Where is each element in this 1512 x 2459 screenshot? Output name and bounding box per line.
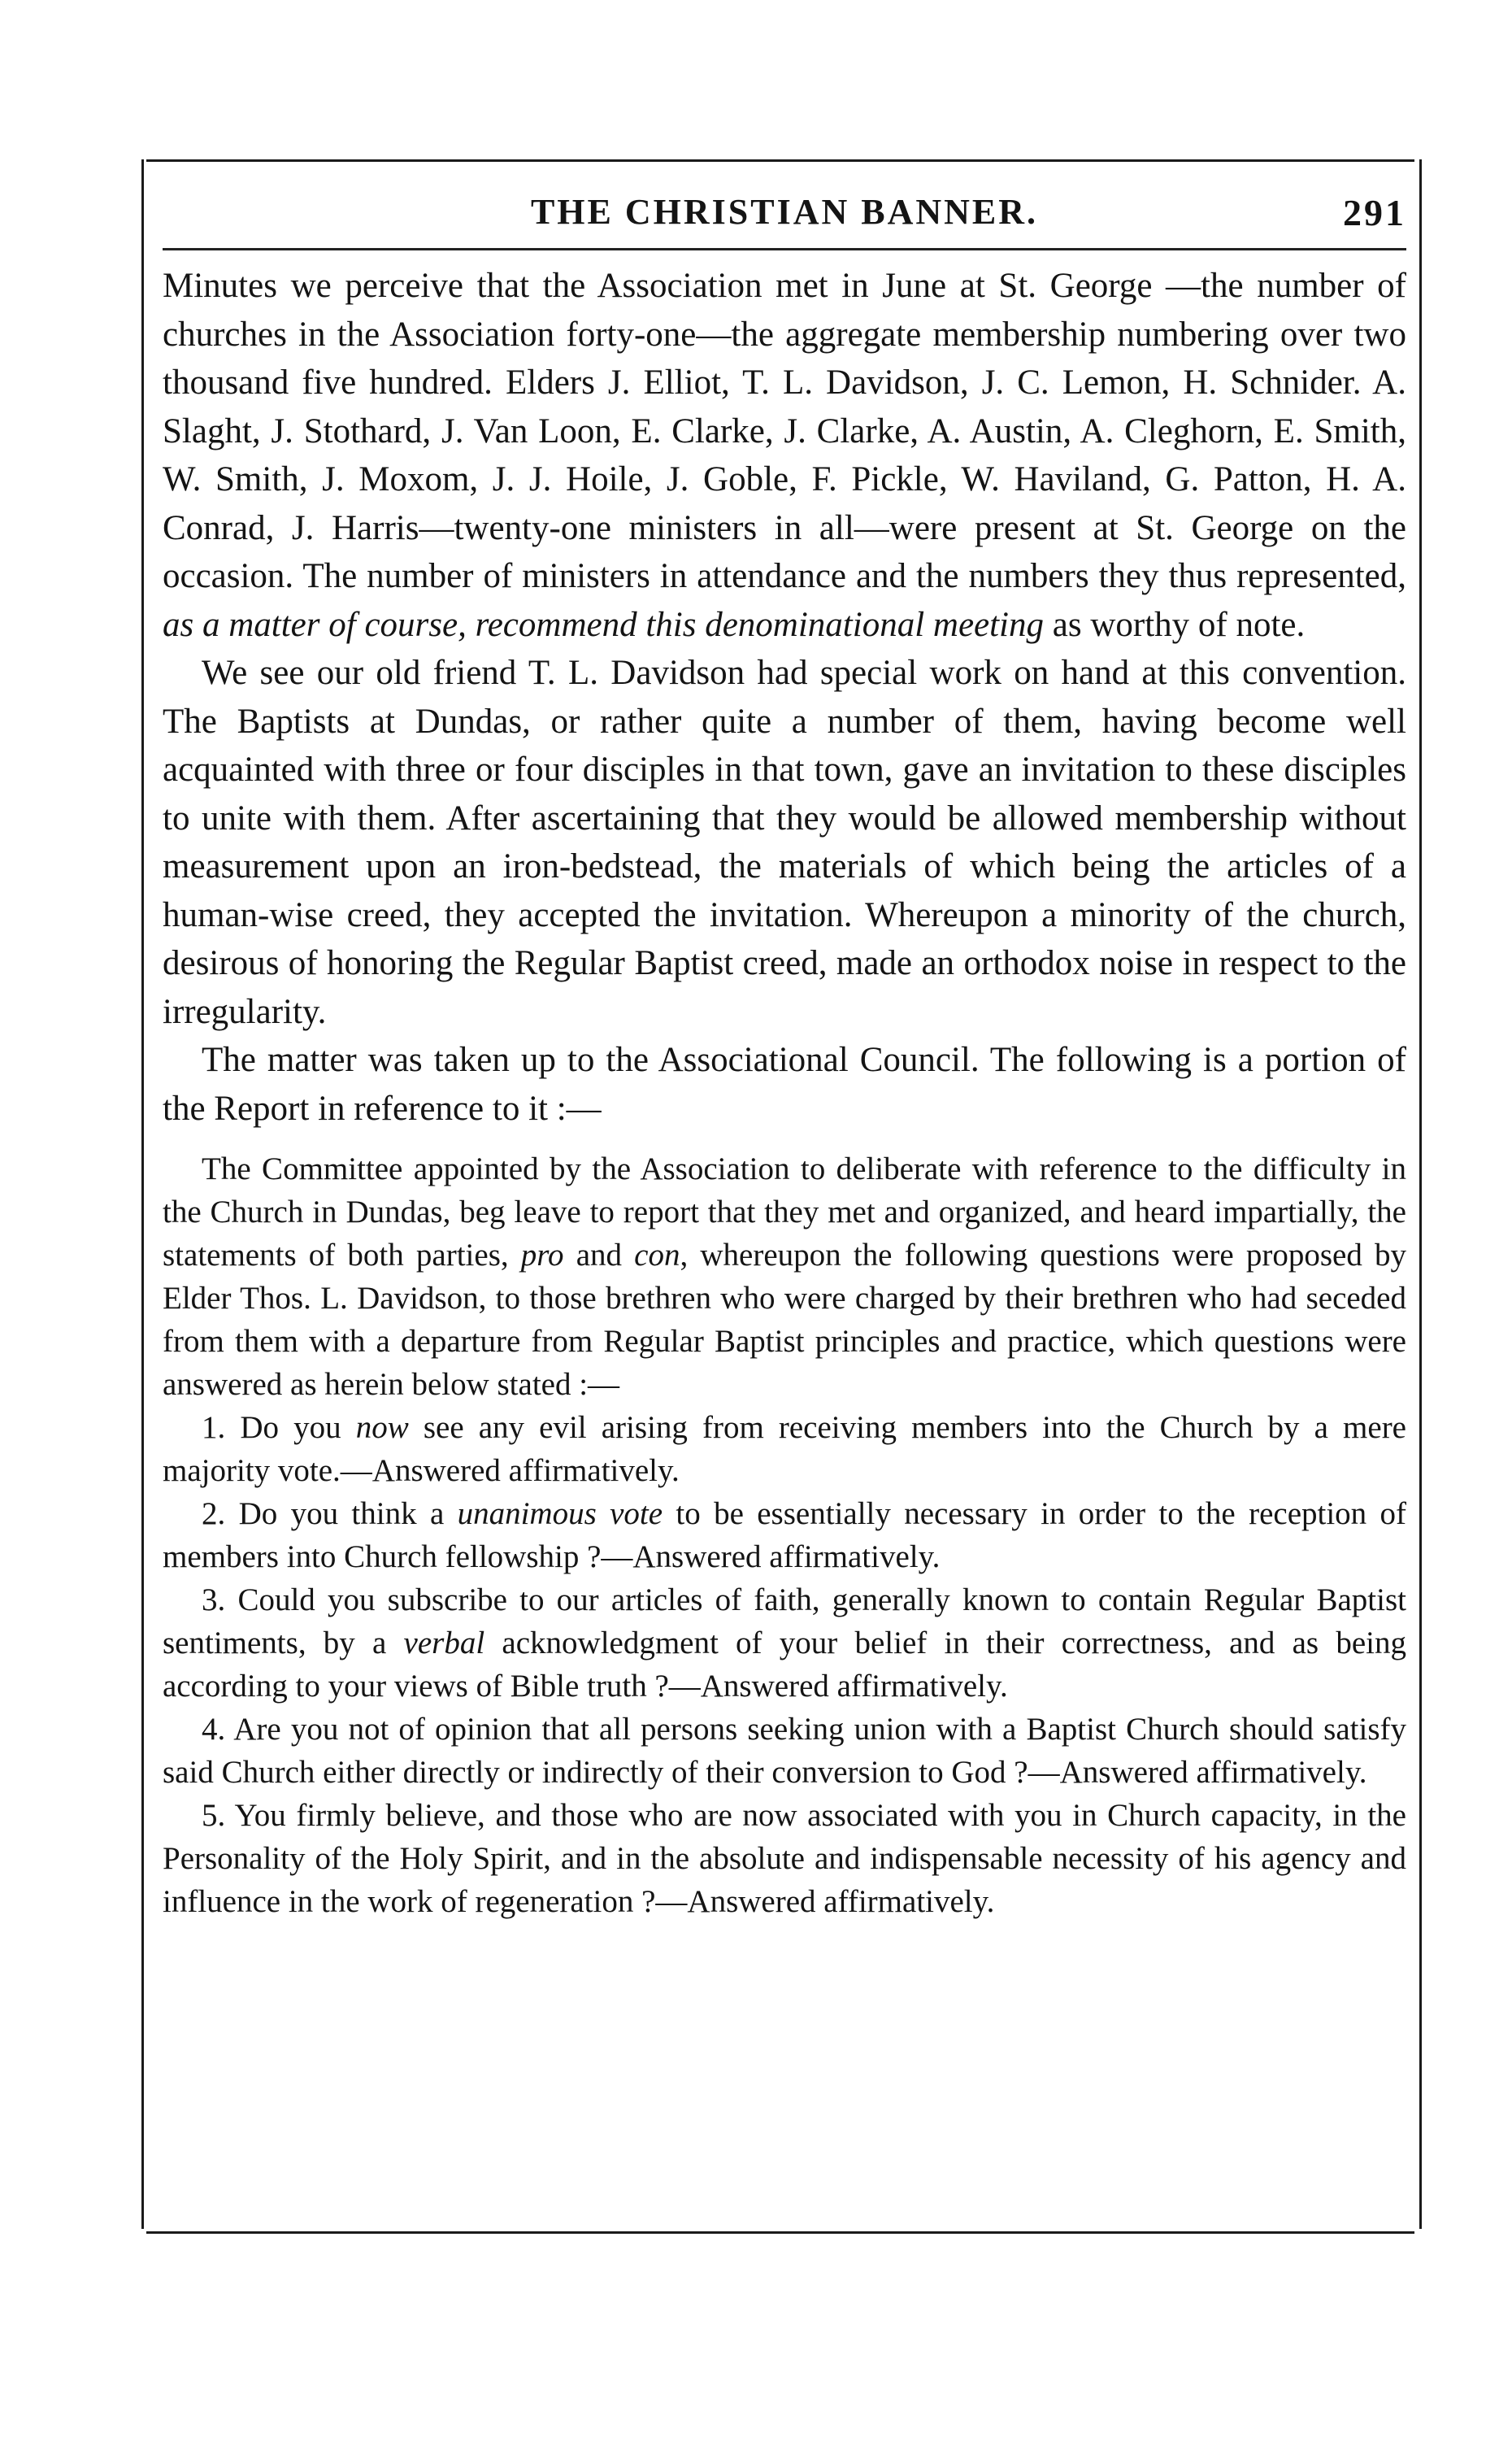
- article-body: [163, 262, 1406, 1133]
- paragraph: The matter was taken up to the Associational Council. The following is a portion of the Report in reference to it :—: [163, 1041, 1406, 1128]
- page-number: 291: [1343, 192, 1406, 233]
- question-3: [163, 1578, 1406, 1708]
- question-text: see any evil arising from receiving members into the Church by a mere majority vote.—Answered affirmatively.: [163, 1410, 1406, 1488]
- italic-phrase: as a matter of course, recommend this denominational meeting: [163, 605, 1045, 644]
- report-intro: [163, 1147, 1406, 1406]
- journal-title: THE CHRISTIAN BANNER.: [530, 192, 1039, 232]
- question-text: acknowledgment of your belief in their correctness, and as being according to your views of Bible truth ?—Answered affirmatively.: [163, 1626, 1406, 1704]
- left-border-rule: [141, 159, 144, 2229]
- question-4: 4. Are you not of opinion that all persons seeking union with a Baptist Church should satisfy said Church either directly or indirectly of their conversion to God ?—Answered affirmatively.: [163, 1712, 1406, 1790]
- bottom-border-rule: [146, 2231, 1414, 2234]
- report-text: The Committee appointed by the Association to deliberate with reference to the difficulty in the Church in Dundas, beg leave to report that they met and organized, and heard impartially, the statements of both parties,: [163, 1151, 1406, 1273]
- paragraph: [163, 262, 1406, 649]
- header-divider: [163, 248, 1406, 250]
- committee-report-quote: [163, 1147, 1406, 1923]
- running-header: [163, 167, 1406, 248]
- paragraph: We see our old friend T. L. Davidson had special work on hand at this convention. The Baptists at Dundas, or rather quite a number of them, having become well acquainted with three or four disciples in that town, gave an invitation to these disciples to unite with them. After ascertaining that they would be allowed membership without measurement upon an iron-bedstead, the materials of which being the articles of a human-wise creed, they accepted the invitation. Whereupon a minority of the church, desirous of honoring the Regular Baptist creed, made an orthodox noise in respect to the irregularity.: [163, 654, 1406, 1031]
- question-text: 1. Do you: [202, 1410, 356, 1445]
- question-text: 3. Could you subscribe to our articles of faith, generally known to contain Regular Baptist sentiments, by a: [163, 1582, 1406, 1660]
- report-text: , whereupon the following questions were proposed by Elder Thos. L. Davidson, to those brethren who were charged by their brethren who had seceded from them with a departure from Regular Baptist principles and practice, which questions were answered as herein below stated :—: [163, 1238, 1407, 1402]
- paragraph-text: as worthy of note.: [1044, 605, 1306, 644]
- italic-phrase: con: [634, 1238, 680, 1273]
- italic-phrase: now: [355, 1410, 409, 1445]
- right-border-rule: [1419, 159, 1422, 2229]
- report-text: and: [563, 1238, 635, 1273]
- italic-phrase: verbal: [403, 1626, 485, 1660]
- italic-phrase: unanimous vote: [457, 1496, 663, 1531]
- question-1: [163, 1406, 1406, 1492]
- top-border-rule: [146, 159, 1414, 162]
- paragraph-text: Minutes we perceive that the Association met in June at St. George —the number of churches in the Association forty-one—the aggregate membership numbering over two thousand five hundred. Elders J. Elliot, T. L. Davidson, J. C. Lemon, H. Schnider. A. Slaght, J. Stothard, J. Van Loon, E. Clarke, J. Clarke, A. Austin, A. Cleghorn, E. Smith, W. Smith, J. Moxom, J. J. Hoile, J. Goble, F. Pickle, W. Haviland, G. Patton, H. A. Conrad, J. Harris—twenty-one ministers in all—were present at St. George on the occasion. The number of ministers in attendance and the numbers they thus represented,: [163, 267, 1406, 595]
- question-text: to be essentially necessary in order to the reception of members into Church fellowship ?—Answered affirmatively.: [163, 1496, 1406, 1574]
- question-2: [163, 1492, 1406, 1578]
- italic-phrase: pro: [520, 1238, 564, 1273]
- question-5: 5. You firmly believe, and those who are now associated with you in Church capacity, in the Personality of the Holy Spirit, and in the absolute and indispensable necessity of his agency and influence in the work of regeneration ?—Answered affirmatively.: [163, 1798, 1406, 1919]
- question-text: 2. Do you think a: [202, 1496, 458, 1531]
- page: [163, 167, 1406, 1923]
